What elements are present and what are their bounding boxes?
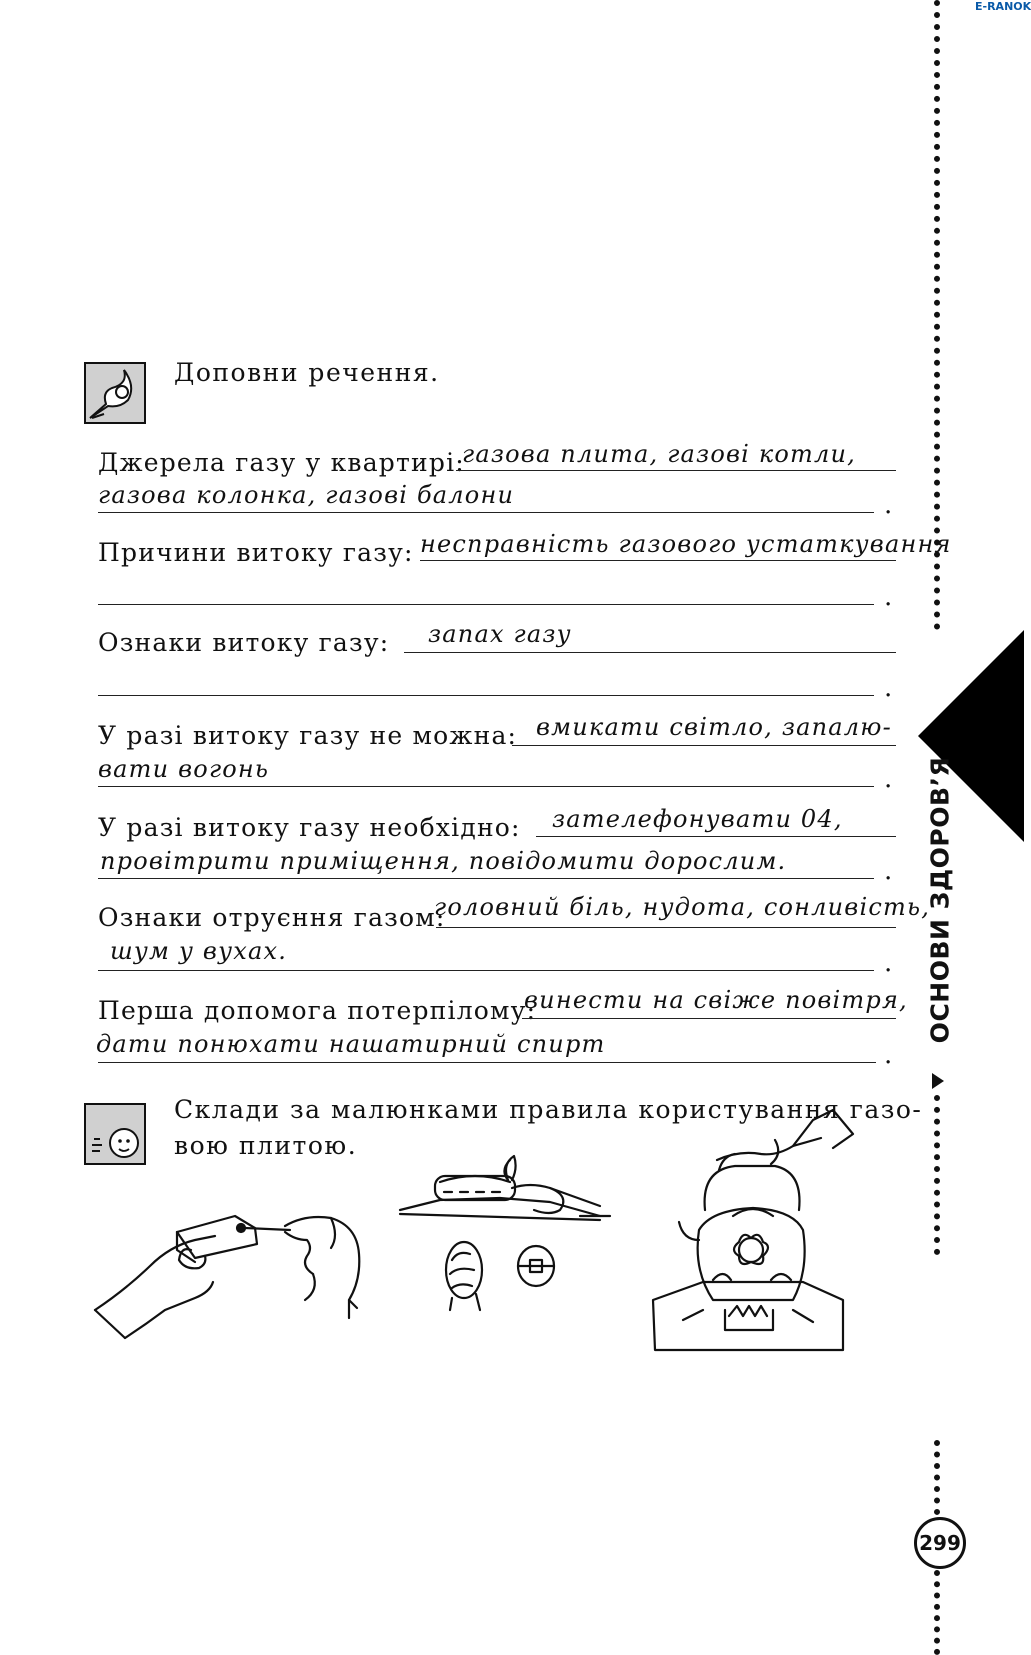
sidebar-dotted-line-middle [934,1095,940,1255]
row-label-poisoning-signs: Ознаки отруєння газом: [98,903,446,932]
underline [98,786,874,787]
child-talking-icon [84,1103,146,1165]
row-label-gas-sources: Джерела газу у квартирі: [98,448,465,477]
row-label-leak-forbidden: У разі витоку газу не можна: [98,721,518,750]
answer-first-aid-line1: винести на свіже повітря, [524,986,908,1014]
answer-poisoning-signs-line2: шум у вухах. [110,937,288,965]
publisher-logo: E-RANOK [975,0,1031,13]
end-dot: . [884,764,893,794]
answer-leak-required-line1: зателефонувати 04, [552,805,843,833]
underline [420,560,896,561]
underline [98,1062,876,1063]
stove-burner-illustration [400,1156,610,1310]
underline [98,878,874,879]
sidebar-dotted-line-bottom-a [934,1440,940,1515]
page-number: 299 [914,1517,966,1569]
sidebar-section-title: ОСНОВИ ЗДОРОВ’Я [925,756,955,1044]
end-dot: . [884,856,893,886]
answer-poisoning-signs-line1: головний біль, нудота, сонливість, [434,893,931,921]
sidebar-arrow-icon [932,1073,944,1089]
answer-leak-required-line2: провітрити приміщення, повідомити дорослим. [100,847,787,875]
underline [522,1018,896,1019]
underline [98,604,874,605]
task1-instruction: Доповни речення. [174,358,440,387]
underline [98,695,874,696]
sidebar-dotted-line-bottom-b [934,1570,940,1655]
answer-gas-sources-line1: газова плита, газові котли, [462,440,856,468]
answer-leak-signs-line1: запах газу [428,620,572,648]
matches-illustration [95,1216,359,1338]
answer-gas-sources-line2: газова колонка, газові балони [98,481,515,509]
answer-leak-causes-line1: несправність газового устаткування [420,530,952,558]
end-dot: . [884,1040,893,1070]
pencil-write-icon [84,362,146,424]
answer-first-aid-line2: дати понюхати нашатирний спирт [96,1030,606,1058]
row-label-leak-causes: Причини витоку газу: [98,538,414,567]
answer-leak-forbidden-line2: вати вогонь [98,755,270,783]
end-dot: . [884,582,893,612]
underline [456,470,896,471]
underline [98,970,874,971]
task2-instruction-line2: вою плитою. [174,1131,358,1160]
underline [436,927,896,928]
illustrations-row [95,1170,905,1389]
task2-instruction-line1: Склади за малюнками правила користування газо- [174,1095,923,1124]
answer-leak-forbidden-line1: вмикати світло, запалю- [536,713,892,741]
underline [512,745,896,746]
kettle-on-stove-illustration [653,1110,853,1350]
end-dot: . [884,948,893,978]
row-label-first-aid: Перша допомога потерпілому: [98,996,537,1025]
end-dot: . [884,490,893,520]
row-label-leak-signs: Ознаки витоку газу: [98,628,390,657]
underline [98,512,874,513]
end-dot: . [884,673,893,703]
underline [536,836,896,837]
row-label-leak-required: У разі витоку газу необхідно: [98,813,521,842]
underline [404,652,896,653]
illustrations-svg [95,1170,905,1385]
